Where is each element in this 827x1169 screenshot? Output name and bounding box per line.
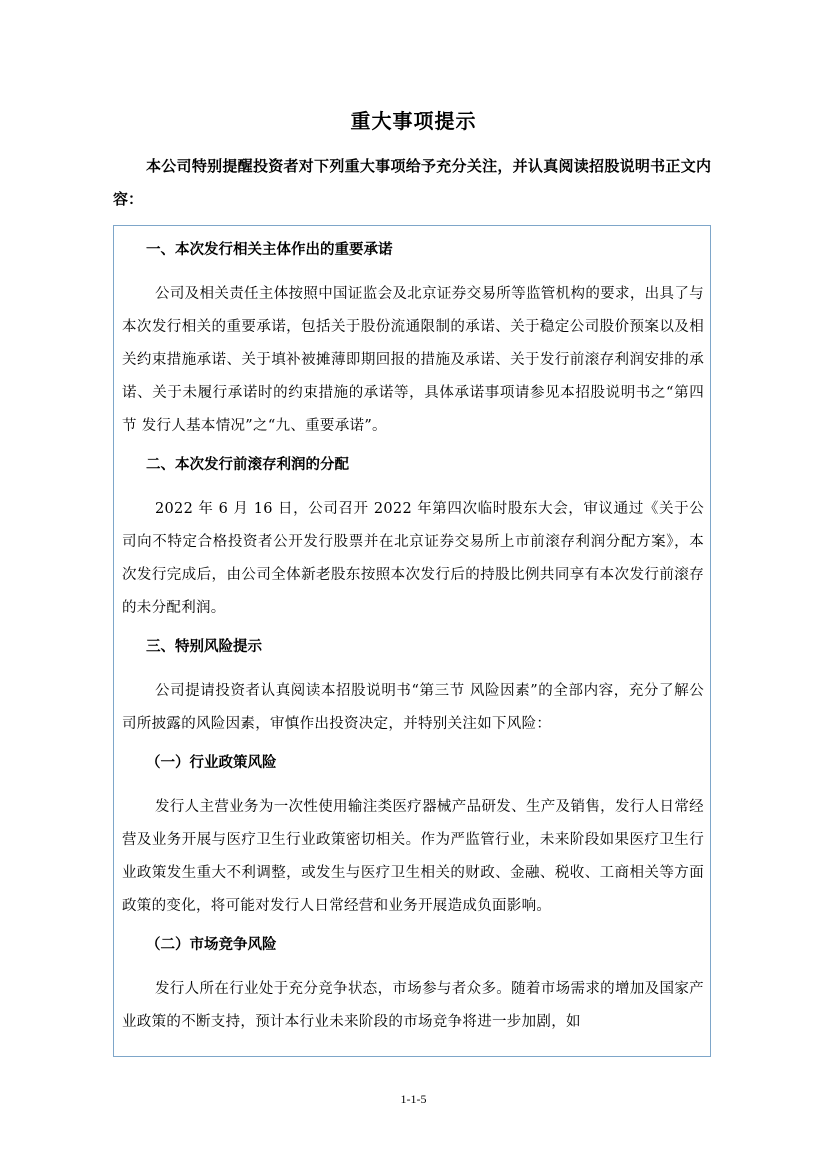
section-paragraph-policy-risk: 发行人主营业务为一次性使用输注类医疗器械产品研发、生产及销售，发行人日常经营及业务开展与医疗卫生行业政策密切相关。作为严监管行业，未来阶段如果医疗卫生行业政策发生重大不利调整，或发生与医疗卫生相关的财政、金融、税收、工商相关等方面政策的变化，将可能对发行人日常经营和业务开展造成负面影响。 <box>122 799 704 914</box>
spacer <box>122 475 704 493</box>
spacer <box>122 923 704 935</box>
section-paragraph-profit-distribution: 2022 年 6 月 16 日，公司召开 2022 年第四次临时股东大会，审议通过《关于公司向不特定合格投资者公开发行股票并在北京证券交易所上市前滚存利润分配方案》，本次发行完成后，由公司全体新老股东按照本次发行后的持股比例共同享有本次发行前滚存的未分配利润。 <box>122 501 704 616</box>
spacer <box>122 773 704 791</box>
important-matters-box <box>113 225 711 1057</box>
page-number: 1-1-5 <box>400 1092 427 1106</box>
section-paragraph-commitments: 公司及相关责任主体按照中国证监会及北京证券交易所等监管机构的要求，出具了与本次发行相关的重要承诺，包括关于股份流通限制的承诺、关于稳定公司股价预案以及相关约束措施承诺、关于填补被摊薄即期回报的措施及承诺、关于发行前滚存利润安排的承诺、关于未履行承诺时的约束措施的承诺等，具体承诺事项请参见本招股说明书之“第四节 发行人基本情况”之“九、重要承诺”。 <box>122 286 704 434</box>
spacer <box>122 443 704 455</box>
spacer <box>122 657 704 675</box>
section-heading-commitments: 一、本次发行相关主体作出的重要承诺 <box>146 242 393 258</box>
page-title: 重大事项提示 <box>350 109 477 133</box>
intro-paragraph: 本公司特别提醒投资者对下列重大事项给予充分关注，并认真阅读招股说明书正文内容： <box>113 157 711 208</box>
spacer <box>122 625 704 637</box>
box-content <box>122 232 704 1039</box>
section-paragraph-risk-notice: 公司提请投资者认真阅读本招股说明书“第三节 风险因素”的全部内容，充分了解公司所披露的风险因素，审慎作出投资决定，并特别关注如下风险： <box>122 683 704 732</box>
section-heading-risk-notice: 三、特别风险提示 <box>146 639 262 655</box>
spacer <box>122 955 704 973</box>
section-heading-profit-distribution: 二、本次发行前滚存利润的分配 <box>146 457 349 473</box>
spacer <box>122 260 704 278</box>
section-heading-policy-risk: （一）行业政策风险 <box>146 755 277 771</box>
section-heading-competition-risk: （二）市场竞争风险 <box>146 937 277 953</box>
spacer <box>122 741 704 753</box>
section-paragraph-competition-risk: 发行人所在行业处于充分竞争状态，市场参与者众多。随着市场需求的增加及国家产业政策的不断支持，预计本行业未来阶段的市场竞争将进一步加剧，如 <box>122 981 704 1030</box>
